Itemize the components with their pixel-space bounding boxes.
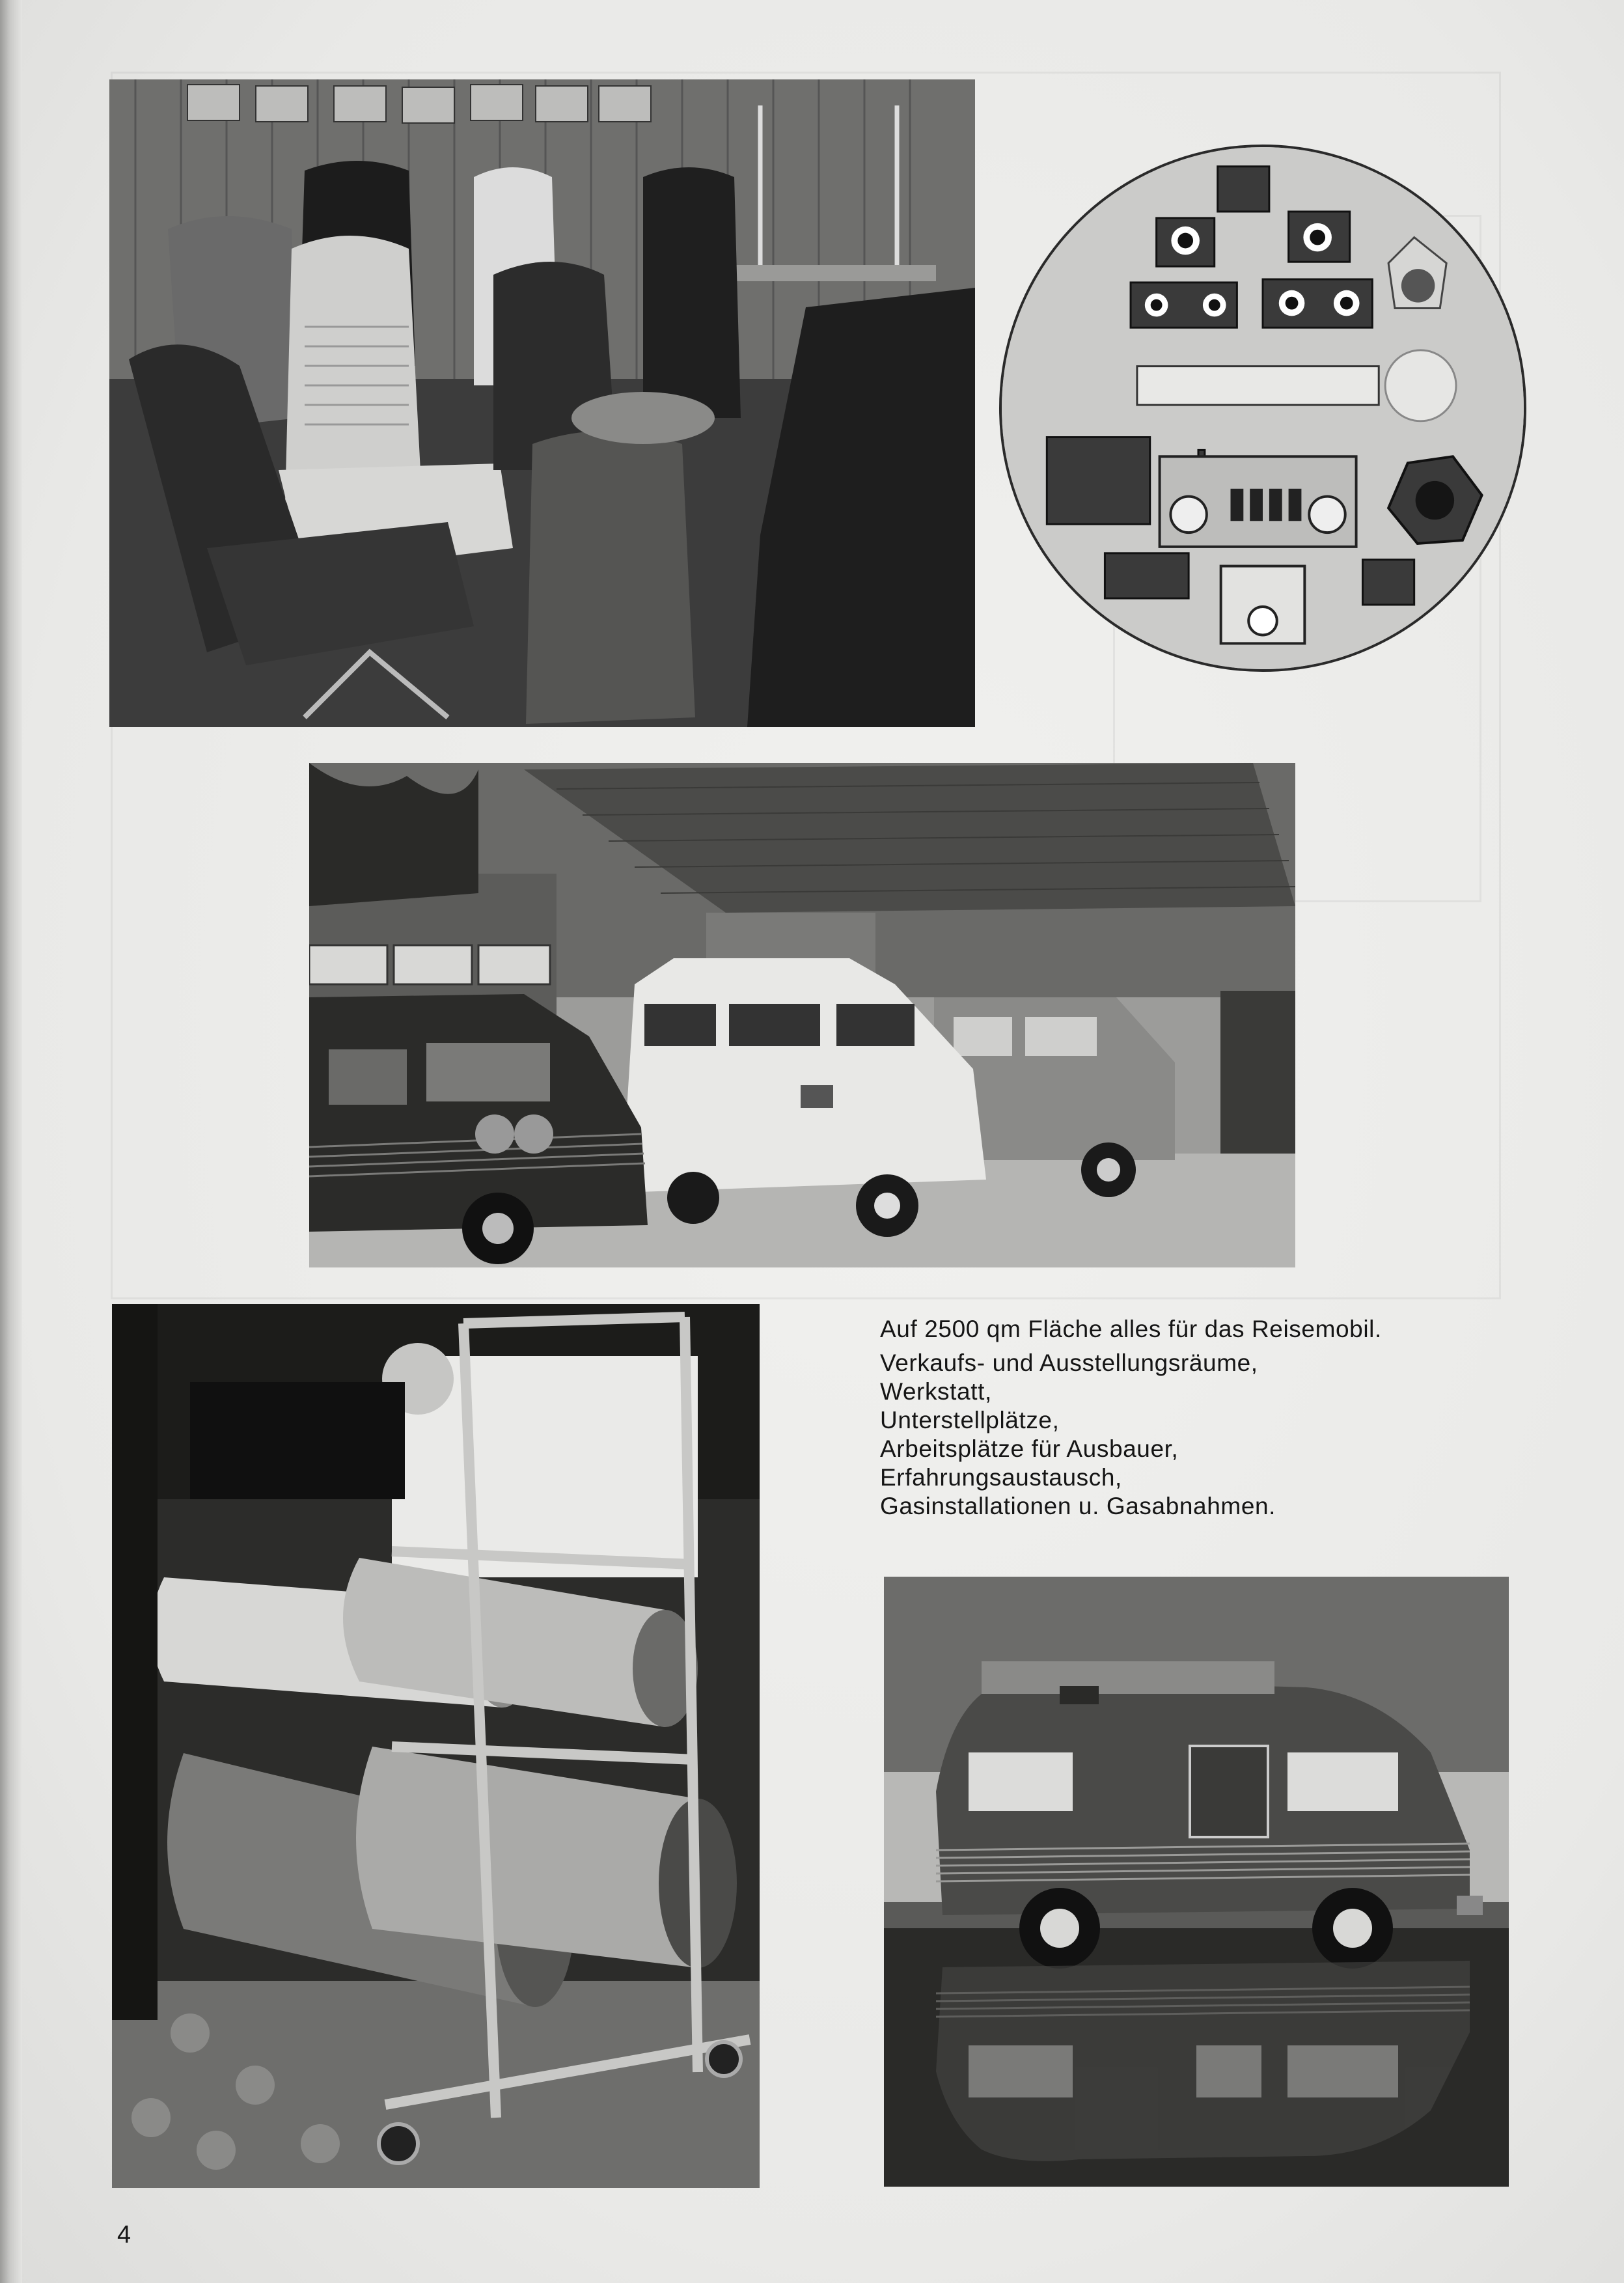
caption-line: Erfahrungsaustausch, xyxy=(880,1464,1122,1491)
binding-shadow xyxy=(0,0,22,2283)
caption-line: Werkstatt, xyxy=(880,1378,992,1405)
fabric-rolls-photo xyxy=(112,1304,760,2188)
caption-line: Unterstellplätze, xyxy=(880,1407,1060,1433)
caption-line: Gasinstallationen u. Gasabnahmen. xyxy=(880,1493,1276,1519)
camper-van-photo xyxy=(884,1577,1509,2187)
facility-caption xyxy=(880,1315,1531,1521)
camper-components-photo xyxy=(999,145,1526,672)
caption-heading: Auf 2500 qm Fläche alles für das Reisemobil. xyxy=(880,1316,1382,1342)
showroom-seats-photo xyxy=(109,79,975,727)
page-number: 4 xyxy=(117,2221,131,2248)
caption-line: Arbeitsplätze für Ausbauer, xyxy=(880,1435,1179,1462)
parked-vans-photo xyxy=(309,763,1295,1267)
caption-line: Verkaufs- und Ausstellungsräume, xyxy=(880,1349,1258,1376)
